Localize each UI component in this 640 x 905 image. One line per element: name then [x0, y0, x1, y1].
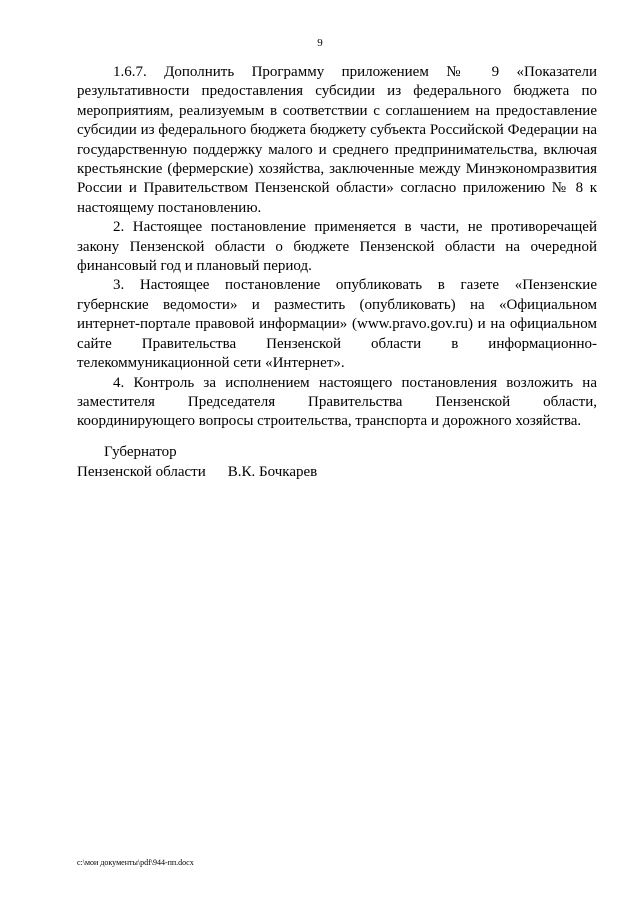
signatory-name: В.К. Бочкарев [227, 464, 318, 480]
footer-file-path: c:\мои документы\pdf\944-пп.docx [77, 858, 194, 867]
document-body [77, 63, 597, 432]
signature-block [77, 442, 317, 482]
page-number: 9 [317, 37, 323, 49]
paragraph-1-6-7: 1.6.7. Дополнить Программу приложением № 9 «Показатели результативности предоставления субсидии из федерального бюджета по мероприятиям, реализуемым в соответствии с соглашением на предоставление субсидии из федерального бюджета бюджету субъекта Российской Федерации на государственную поддержку малого и среднего предпринимательства, включая крестьянские (фермерские) хозяйства, заключенные между Минэкономразвития России и Правительством Пензенской области» согласно приложению № 8 к настоящему постановлению. [77, 64, 597, 216]
paragraph-2: 2. Настоящее постановление применяется в части, не противоречащей закону Пензенской области о бюджете Пензенской области на очередной финансовый год и плановый период. [77, 219, 597, 275]
paragraph-4: 4. Контроль за исполнением настоящего постановления возложить на заместителя Председателя Правительства Пензенской области, координирующего вопросы строительства, транспорта и дорожного хозяйства. [77, 374, 597, 430]
signatory-title: Губернатор [104, 444, 177, 460]
paragraph-3: 3. Настоящее постановление опубликовать в газете «Пензенские губернские ведомости» и разместить (опубликовать) на «Официальном интернет-портале правовой информации» (www.pravo.gov.ru) и на официальном сайте Правительства Пензенской области в информационно-телекоммуникационной сети «Интернет». [77, 277, 597, 372]
signatory-line [77, 462, 317, 482]
signatory-region: Пензенской области [77, 464, 206, 480]
